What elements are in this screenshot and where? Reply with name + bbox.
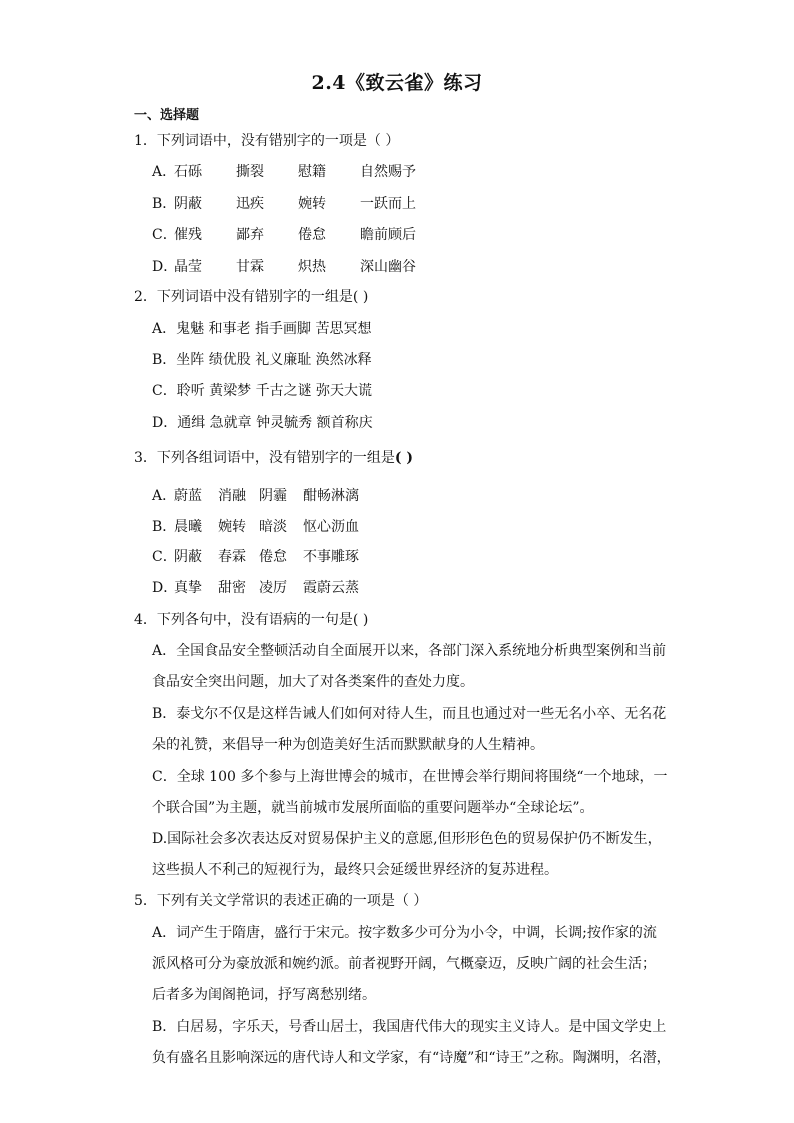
question-4-line: 个联合国”为主题，就当前城市发展所面临的重要问题举办“全球论坛”。 [152, 800, 594, 816]
option-word: 暗淡 [259, 519, 287, 535]
question-2-option-d: D．通缉 急就章 钟灵毓秀 额首称庆 [152, 415, 373, 431]
question-1-option-d [152, 256, 422, 276]
option-word: 婉转 [218, 519, 246, 535]
option-word: 撕裂 [236, 164, 264, 180]
option-label: D． [152, 259, 178, 275]
option-word: 迅疾 [236, 196, 264, 212]
option-word: 晨曦 [174, 519, 202, 535]
question-3-option-a [152, 485, 360, 505]
section-heading: 一、选择题 [134, 108, 200, 123]
option-word: 鄙弃 [236, 227, 264, 243]
option-word: 甜密 [218, 580, 246, 596]
question-4-line: 这些损人不利己的短视行为，最终只会延缓世界经济的复苏进程。 [152, 862, 558, 878]
option-label: C． [152, 227, 177, 243]
option-word: 霞蔚云蒸 [303, 580, 359, 596]
question-5-line: 负有盛名且影响深远的唐代诗人和文学家，有“诗魔”和“诗王”之称。陶渊明，名潜， [152, 1050, 671, 1066]
question-4-line: 食品安全突出问题，加大了对各类案件的查处力度。 [152, 674, 474, 690]
option-word: 阴蔽 [174, 196, 202, 212]
option-word: 春霖 [218, 549, 246, 565]
question-3-stem-paren: ( ) [394, 450, 414, 466]
question-1-option-a [152, 161, 422, 181]
option-word: 瞻前顾后 [360, 227, 416, 243]
option-word: 深山幽谷 [360, 259, 416, 275]
option-word: 炽热 [298, 259, 326, 275]
option-word: 一跃而上 [360, 196, 416, 212]
option-word: 阴蔽 [174, 549, 202, 565]
question-1-stem: 1．下列词语中，没有错别字的一项是（ ） [134, 133, 400, 149]
question-4-line: C．全球 100 多个参与上海世博会的城市，在世博会举行期间将围绕“一个地球，一 [152, 769, 668, 785]
option-word: 催残 [174, 227, 202, 243]
question-4-line: 朵的礼赞，来倡导一种为创造美好生活而默默献身的人生精神。 [152, 737, 544, 753]
question-3-option-b [152, 516, 360, 536]
question-1-option-c [152, 224, 422, 244]
option-word: 真挚 [174, 580, 202, 596]
option-word: 晶莹 [174, 259, 202, 275]
question-5-line: B．白居易，字乐天，号香山居士，我国唐代伟大的现实主义诗人。是中国文学史上 [152, 1019, 667, 1035]
option-word: 怄心沥血 [303, 519, 359, 535]
option-word: 蔚蓝 [174, 488, 202, 504]
question-5-line: A．词产生于隋唐，盛行于宋元。按字数多少可分为小令，中调，长调;按作家的流 [152, 925, 657, 941]
option-word: 倦怠 [298, 227, 326, 243]
option-word: 阴霾 [259, 488, 287, 504]
question-5-line: 派风格可分为豪放派和婉约派。前者视野开阔，气概豪迈，反映广阔的社会生活； [152, 956, 656, 972]
option-word: 自然赐予 [360, 164, 416, 180]
option-word: 消融 [218, 488, 246, 504]
question-4-line: B．泰戈尔不仅是这样告诫人们如何对待人生，而且也通过对一些无名小卒、无名花 [152, 706, 667, 722]
option-label: D． [152, 580, 178, 596]
question-2-stem: 2．下列词语中没有错别字的一组是( ) [134, 289, 369, 305]
option-word: 慰籍 [298, 164, 326, 180]
question-2-option-c: C．聆听 黄梁梦 千古之谜 弥天大谎 [152, 383, 373, 399]
option-word: 甘霖 [236, 259, 264, 275]
option-word: 倦怠 [259, 549, 287, 565]
question-2-option-b: B．坐阵 绩优股 礼义廉耻 涣然冰释 [152, 352, 372, 368]
question-3-option-d [152, 577, 360, 597]
option-label: C． [152, 549, 177, 565]
question-4-stem: 4．下列各句中，没有语病的一句是( ) [134, 612, 369, 628]
option-word: 不事雕琢 [303, 549, 359, 565]
question-3-stem-text: 3．下列各组词语中，没有错别字的一组是 [134, 450, 395, 466]
option-label: B． [152, 196, 177, 212]
option-word: 婉转 [298, 196, 326, 212]
option-label: A． [152, 488, 177, 504]
option-word: 石砾 [174, 164, 202, 180]
question-4-line: A．全国食品安全整顿活动自全面展开以来，各部门深入系统地分析典型案例和当前 [152, 643, 667, 659]
option-word: 酣畅淋漓 [303, 488, 359, 504]
question-3-stem [134, 447, 413, 467]
question-2-option-a: A．鬼魅 和事老 指手画脚 苦思冥想 [152, 321, 372, 337]
page-title: 2.4《致云雀》练习 [311, 72, 483, 94]
question-5-line: 后者多为闺阁艳词，抒写离愁别绪。 [152, 987, 376, 1003]
question-1-option-b [152, 193, 422, 213]
question-3-option-c [152, 546, 360, 566]
option-label: A． [152, 164, 177, 180]
question-5-stem: 5．下列有关文学常识的表述正确的一项是（ ） [134, 893, 428, 909]
question-4-line: D.国际社会多次表达反对贸易保护主义的意愿,但形形色色的贸易保护仍不断发生， [152, 831, 662, 847]
option-label: B． [152, 519, 177, 535]
option-word: 凌厉 [259, 580, 287, 596]
